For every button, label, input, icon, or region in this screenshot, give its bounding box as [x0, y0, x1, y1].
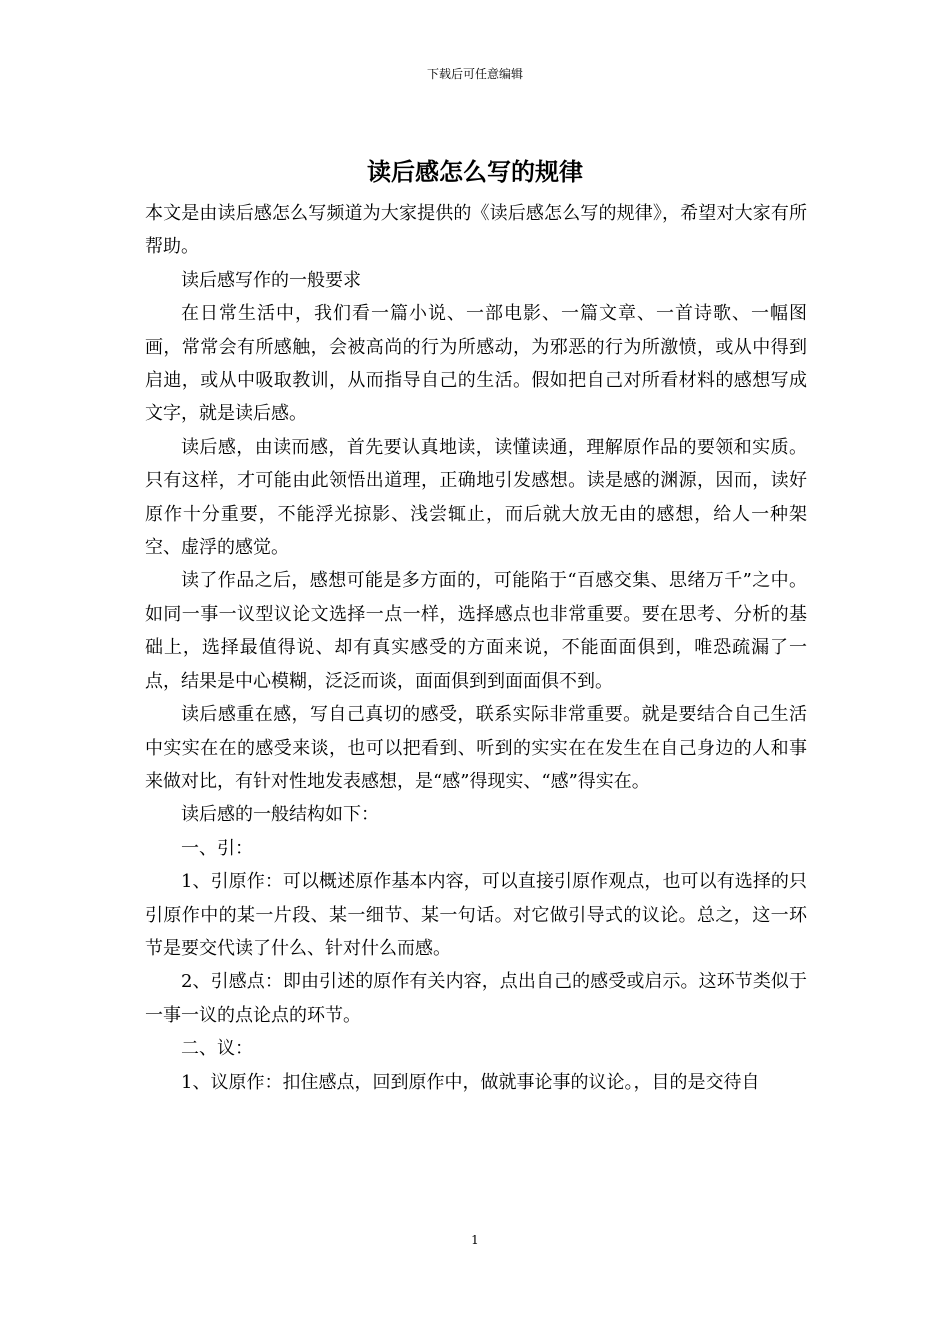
paragraph: 读了作品之后，感想可能是多方面的，可能陷于“百感交集、思绪万千”之中。如同一事一议型议论文选择一点一样，选择感点也非常重要。要在思考、分析的基础上，选择最值得说、却有真实感受的方面来说，不能面面俱到，唯恐疏漏了一点，结果是中心模糊，泛泛而谈，面面俱到到面面俱不到。 — [145, 570, 807, 692]
page-header: 下载后可任意编辑 — [426, 67, 523, 81]
paragraph: 在日常生活中，我们看一篇小说、一部电影、一篇文章、一首诗歌、一幅图画，常常会有所感触，会被高尚的行为所感动，为邪恶的行为所激愤，或从中得到启迪，或从中吸取教训，从而指导自己的生活。假如把自己对所看材料的感想写成文字，就是读后感。 — [145, 303, 807, 425]
document-body — [145, 197, 807, 1099]
section-heading-yi: 二、议： — [181, 1038, 253, 1060]
section-heading-requirements: 读后感写作的一般要求 — [181, 269, 361, 291]
section-heading-structure: 读后感的一般结构如下： — [181, 804, 379, 826]
document-title: 读后感怎么写的规律 — [367, 158, 583, 186]
paragraph-intro: 本文是由读后感怎么写频道为大家提供的《读后感怎么写的规律》，希望对大家有所帮助。 — [145, 203, 807, 258]
list-item: 2、引感点：即由引述的原作有关内容，点出自己的感受或启示。这环节类似于一事一议的点论点的环节。 — [145, 971, 807, 1026]
list-item: 1、议原作：扣住感点，回到原作中，做就事论事的议论。，目的是交待自 — [181, 1071, 760, 1093]
paragraph: 读后感，由读而感，首先要认真地读，读懂读通，理解原作品的要领和实质。只有这样，才可能由此领悟出道理，正确地引发感想。读是感的渊源，因而，读好原作十分重要，不能浮光掠影、浅尝辄止，而后就大放无由的感想，给人一种架空、虚浮的感觉。 — [145, 436, 807, 559]
page-number: 1 — [471, 1233, 479, 1247]
list-item: 1、引原作：可以概述原作基本内容，可以直接引原作观点，也可以有选择的只引原作中的某一片段、某一细节、某一句话。对它做引导式的议论。总之，这一环节是要交代读了什么、针对什么而感。 — [145, 871, 807, 959]
paragraph: 读后感重在感，写自己真切的感受，联系实际非常重要。就是要结合自己生活中实实在在的感受来谈，也可以把看到、听到的实实在在发生在自己身边的人和事来做对比，有针对性地发表感想，是“感”得现实、“感”得实在。 — [145, 704, 807, 792]
section-heading-yin: 一、引： — [181, 837, 253, 859]
